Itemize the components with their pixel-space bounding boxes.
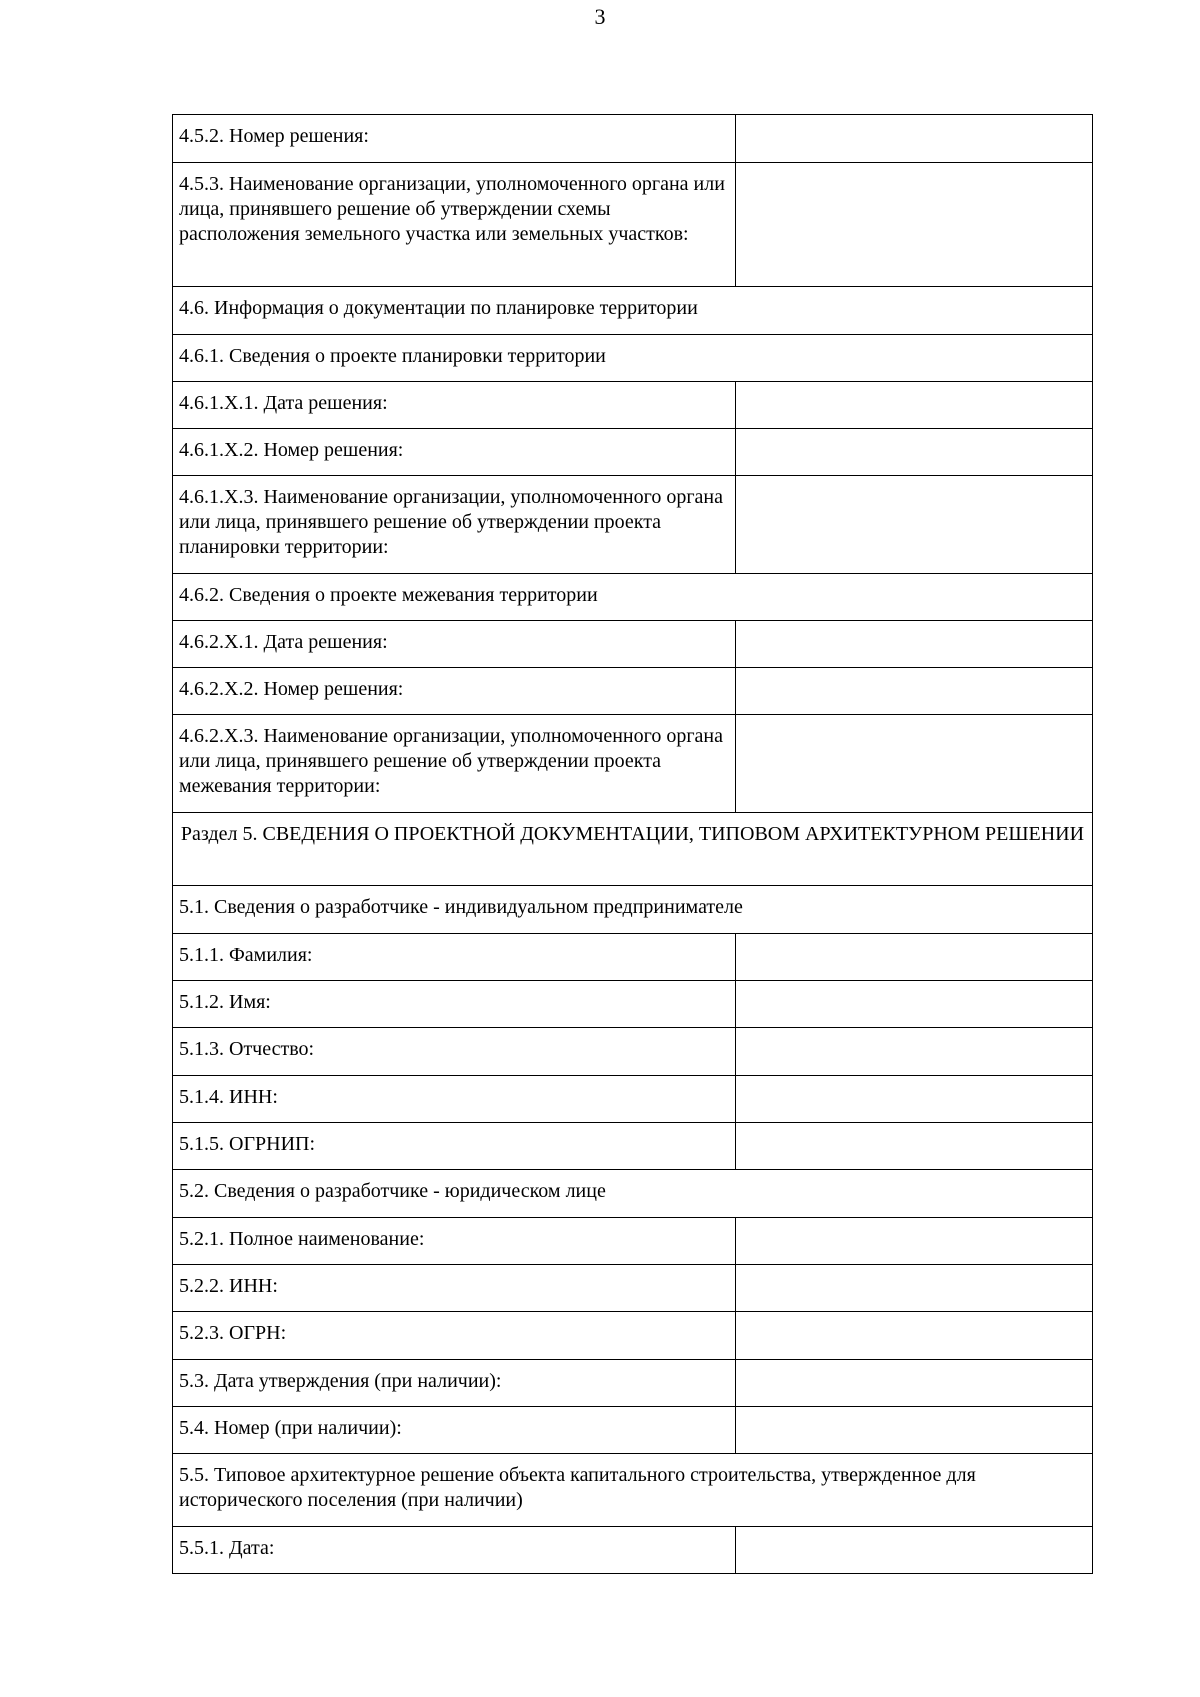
- section-title: 5.5. Типовое архитектурное решение объекта капитального строительства, утвержденное для исторического поселения (при наличии): [173, 1454, 1093, 1527]
- section-title: 4.6. Информация о документации по планировке территории: [173, 287, 1093, 335]
- table-row: [173, 335, 1093, 382]
- table-row: [173, 382, 1093, 429]
- page-number: 3: [594, 4, 606, 29]
- field-value-cell[interactable]: [736, 476, 1093, 574]
- field-label: 4.6.2.X.2. Номер решения:: [173, 668, 736, 715]
- table-row: [173, 813, 1093, 886]
- field-label: 5.1.4. ИНН:: [173, 1076, 736, 1123]
- field-value-cell[interactable]: [736, 1123, 1093, 1170]
- field-value-cell[interactable]: [736, 621, 1093, 668]
- table-row: [173, 715, 1093, 813]
- table-row: [173, 429, 1093, 476]
- table-row: [173, 1170, 1093, 1218]
- table-row: [173, 574, 1093, 621]
- field-value-cell[interactable]: [736, 668, 1093, 715]
- field-label: 4.6.2.X.1. Дата решения:: [173, 621, 736, 668]
- field-label: 4.6.1.X.2. Номер решения:: [173, 429, 736, 476]
- field-label: 5.4. Номер (при наличии):: [173, 1407, 736, 1454]
- field-value-cell[interactable]: [736, 382, 1093, 429]
- table-row: [173, 115, 1093, 163]
- field-label: 5.2.2. ИНН:: [173, 1265, 736, 1312]
- table-row: [173, 1360, 1093, 1407]
- table-row: [173, 1076, 1093, 1123]
- field-label: 5.2.3. ОГРН:: [173, 1312, 736, 1360]
- table-row: [173, 1454, 1093, 1527]
- table-row: [173, 476, 1093, 574]
- table-row: [173, 668, 1093, 715]
- section-title: 5.1. Сведения о разработчике - индивидуальном предпринимателе: [173, 886, 1093, 934]
- field-value-cell[interactable]: [736, 115, 1093, 163]
- field-label: 4.6.1.X.3. Наименование организации, уполномоченного органа или лица, принявшего решение об утверждении проекта планировки территории:: [173, 476, 736, 574]
- table-row: [173, 1527, 1093, 1574]
- field-value-cell[interactable]: [736, 163, 1093, 287]
- field-value-cell[interactable]: [736, 429, 1093, 476]
- field-label: 4.5.3. Наименование организации, уполномоченного органа или лица, принявшего решение об утверждении схемы расположения земельного участка или земельных участков:: [173, 163, 736, 287]
- field-label: 5.1.1. Фамилия:: [173, 934, 736, 981]
- field-label: 4.6.2.X.3. Наименование организации, уполномоченного органа или лица, принявшего решение об утверждении проекта межевания территории:: [173, 715, 736, 813]
- field-label: 5.5.1. Дата:: [173, 1527, 736, 1574]
- table-row: [173, 934, 1093, 981]
- field-label: 5.3. Дата утверждения (при наличии):: [173, 1360, 736, 1407]
- section-heading: Раздел 5. СВЕДЕНИЯ О ПРОЕКТНОЙ ДОКУМЕНТАЦИИ, ТИПОВОМ АРХИТЕКТУРНОМ РЕШЕНИИ: [173, 813, 1093, 886]
- table-row: [173, 621, 1093, 668]
- field-label: 5.1.2. Имя:: [173, 981, 736, 1028]
- table-row: [173, 1265, 1093, 1312]
- field-value-cell[interactable]: [736, 1407, 1093, 1454]
- field-value-cell[interactable]: [736, 1527, 1093, 1574]
- field-value-cell[interactable]: [736, 1076, 1093, 1123]
- field-label: 5.1.3. Отчество:: [173, 1028, 736, 1076]
- table-row: [173, 163, 1093, 287]
- field-value-cell[interactable]: [736, 1312, 1093, 1360]
- field-value-cell[interactable]: [736, 1028, 1093, 1076]
- field-value-cell[interactable]: [736, 934, 1093, 981]
- form-table: [172, 114, 1093, 1574]
- field-label: 5.2.1. Полное наименование:: [173, 1218, 736, 1265]
- section-title: 4.6.2. Сведения о проекте межевания территории: [173, 574, 1093, 621]
- table-row: [173, 886, 1093, 934]
- field-value-cell[interactable]: [736, 715, 1093, 813]
- field-value-cell[interactable]: [736, 981, 1093, 1028]
- table-row: [173, 287, 1093, 335]
- field-label: 5.1.5. ОГРНИП:: [173, 1123, 736, 1170]
- field-value-cell[interactable]: [736, 1218, 1093, 1265]
- table-row: [173, 1123, 1093, 1170]
- field-value-cell[interactable]: [736, 1360, 1093, 1407]
- form-table-body: [173, 115, 1093, 1574]
- table-row: [173, 1218, 1093, 1265]
- table-row: [173, 1407, 1093, 1454]
- section-title: 4.6.1. Сведения о проекте планировки территории: [173, 335, 1093, 382]
- field-value-cell[interactable]: [736, 1265, 1093, 1312]
- table-row: [173, 981, 1093, 1028]
- section-title: 5.2. Сведения о разработчике - юридическом лице: [173, 1170, 1093, 1218]
- table-row: [173, 1028, 1093, 1076]
- table-row: [173, 1312, 1093, 1360]
- field-label: 4.5.2. Номер решения:: [173, 115, 736, 163]
- field-label: 4.6.1.X.1. Дата решения:: [173, 382, 736, 429]
